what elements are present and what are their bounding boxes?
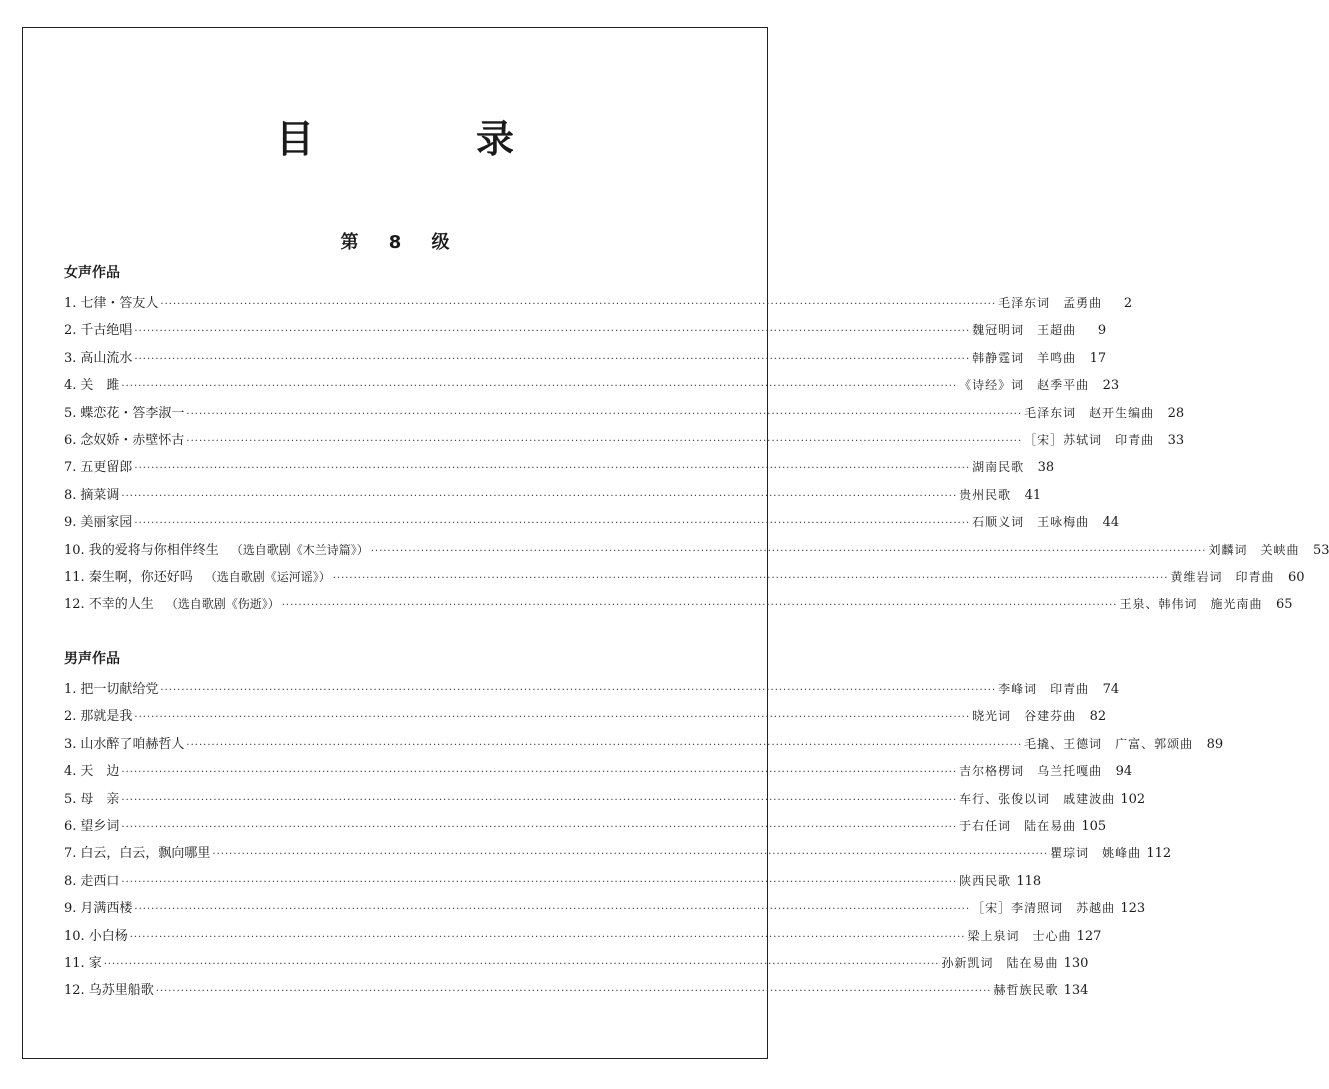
dot-leader: ········································································································································································································ [134, 518, 971, 530]
song-title: 把一切献给党 [80, 682, 159, 697]
credits: 晓光词 谷建芬曲 [972, 709, 1077, 724]
song-title: 山水醉了咱赫哲人 [80, 736, 185, 752]
dot-leader: ········································································································································································································ [186, 408, 1023, 420]
dot-leader: ········································································································································································································ [134, 463, 971, 475]
song-title: 念奴娇・赤壁怀古 [80, 432, 185, 448]
credits: 刘麟词 关峡曲 [1208, 542, 1300, 557]
entry-number: 5. [64, 791, 77, 807]
dot-leader: ········································································································································································································ [121, 490, 958, 502]
opera-source-note: （选自歌剧《运河谣》） [204, 569, 331, 584]
song-title: 月满西楼 [80, 901, 133, 917]
dot-leader: ········································································································································································································ [121, 876, 958, 888]
entry-number: 10. [64, 928, 85, 944]
section-heading: 男声作品 [64, 651, 120, 667]
song-title: 乌苏里船歌 [88, 983, 154, 999]
credits: 毛泽东词 赵开生编曲 [1024, 405, 1155, 420]
page-number: 28 [1167, 405, 1185, 421]
page-number: 38 [1037, 460, 1055, 476]
credits: 李峰词 印青曲 [998, 682, 1090, 696]
entry-number: 8. [64, 487, 77, 503]
dot-leader: ········································································································································································································ [134, 353, 971, 365]
song-title: 我的爱将与你相伴终生 [88, 542, 219, 558]
credits: 韩静霆词 羊鸣曲 [972, 350, 1077, 365]
entry-number: 7. [64, 460, 77, 476]
dot-leader: ········································································································································································································ [134, 904, 971, 916]
dot-leader: ········································································································································································································ [121, 381, 958, 393]
page-number: 60 [1287, 569, 1305, 585]
page-number: 127 [1076, 928, 1102, 944]
toc-entry[interactable] [64, 317, 1107, 344]
credits: 车行、张俊以词 戚建波曲 [959, 791, 1116, 806]
song-title: 天 边 [80, 764, 120, 780]
toc-entry[interactable] [64, 290, 1133, 317]
credits: 石顺义词 王咏梅曲 [972, 515, 1090, 530]
toc-entry[interactable] [64, 703, 1107, 730]
entry-number: 5. [64, 405, 77, 421]
dot-leader: ········································································································································································································ [212, 849, 1049, 861]
toc-entry[interactable] [64, 400, 1185, 427]
toc-list [64, 676, 1224, 1005]
dot-leader: ········································································································································································································ [134, 326, 971, 338]
dot-leader: ········································································································································································································ [129, 931, 966, 943]
page-number: 102 [1120, 791, 1146, 807]
song-title: 千古绝唱 [80, 323, 133, 339]
credits: 吉尔格楞词 乌兰托嘎曲 [959, 764, 1103, 779]
page-number: 82 [1089, 709, 1107, 725]
credits: 毛撬、王德词 广富、郭颂曲 [1024, 736, 1194, 751]
dot-leader: ········································································································································································································ [121, 767, 958, 779]
toc-entry[interactable] [64, 840, 1172, 867]
entry-number: 9. [64, 515, 77, 531]
entry-number: 12. [64, 983, 85, 999]
dot-leader: ········································································································································································································ [186, 435, 1023, 447]
dot-leader: ········································································································································································································ [134, 712, 971, 724]
entry-number: 11. [64, 569, 85, 585]
toc-entry[interactable] [64, 758, 1133, 785]
toc-entry[interactable] [64, 509, 1120, 536]
song-title: 秦生啊，你还好吗 [88, 569, 193, 585]
dot-leader: ········································································································································································································ [121, 794, 958, 806]
page-number: 130 [1063, 955, 1089, 971]
song-title: 高山流水 [80, 350, 133, 366]
toc-entry[interactable] [64, 977, 1089, 1004]
dot-leader: ········································································································································································································ [103, 958, 940, 970]
toc-entry[interactable] [64, 482, 1042, 509]
entry-number: 6. [64, 818, 77, 834]
opera-source-note: （选自歌剧《伤逝》） [165, 597, 280, 612]
entry-number: 4. [64, 764, 77, 780]
song-title: 不幸的人生 [88, 597, 154, 613]
toc-entry[interactable] [64, 564, 1305, 591]
credits: 黄维岩词 印青曲 [1170, 569, 1275, 584]
credits: 湖南民歌 [972, 460, 1025, 475]
credits: ［宋］苏轼词 印青曲 [1024, 432, 1155, 447]
credits: 瞿琮词 姚峰曲 [1050, 846, 1142, 861]
dot-leader: ········································································································································································································ [370, 545, 1207, 557]
entry-number: 3. [64, 350, 77, 366]
entry-number: 1. [64, 682, 77, 697]
page-number: 94 [1115, 764, 1133, 780]
toc-entry[interactable] [64, 676, 1120, 703]
page-number: 23 [1102, 378, 1120, 394]
song-title: 家 [88, 955, 102, 971]
toc-entry[interactable] [64, 427, 1185, 454]
song-title: 望乡词 [80, 818, 120, 834]
toc-entry[interactable] [64, 345, 1107, 372]
entry-number: 1. [64, 296, 77, 311]
song-title: 摘菜调 [80, 487, 120, 503]
page-number: 74 [1102, 682, 1120, 697]
page-number: 89 [1206, 736, 1224, 752]
page-title: 目 录 [275, 117, 576, 161]
section-female-works [64, 262, 1329, 619]
page-number: 105 [1081, 818, 1107, 834]
song-title: 那就是我 [80, 709, 133, 725]
page-number: 9 [1097, 323, 1107, 339]
song-title: 走西口 [80, 873, 120, 889]
toc-entry[interactable] [64, 454, 1055, 481]
credits: 梁上泉词 士心曲 [967, 928, 1072, 943]
toc-entry[interactable] [64, 895, 1146, 922]
page-number: 53 [1312, 542, 1329, 558]
song-title: 美丽家园 [80, 515, 133, 531]
entry-number: 4. [64, 378, 77, 394]
entry-number: 2. [64, 323, 77, 339]
credits: 贵州民歌 [959, 487, 1012, 502]
toc-entry[interactable] [64, 950, 1089, 977]
entry-number: 10. [64, 542, 85, 558]
section-male-works [64, 648, 1224, 1005]
toc-entry[interactable] [64, 868, 1042, 895]
page-number: 41 [1024, 487, 1042, 503]
song-title: 五更留郎 [80, 460, 133, 476]
entry-number: 9. [64, 901, 77, 917]
entry-number: 12. [64, 597, 85, 613]
song-title: 小白杨 [88, 928, 128, 944]
song-title: 母 亲 [80, 791, 120, 807]
toc-entry[interactable] [64, 537, 1329, 564]
toc-entry[interactable] [64, 786, 1146, 813]
page-number: 17 [1089, 350, 1107, 366]
credits: 陕西民歌 [959, 873, 1012, 888]
entry-number: 2. [64, 709, 77, 725]
opera-source-note: （选自歌剧《木兰诗篇》） [230, 542, 369, 557]
toc-entry[interactable] [64, 813, 1107, 840]
entry-number: 6. [64, 432, 77, 448]
toc-entry[interactable] [64, 372, 1120, 399]
page-number: 44 [1102, 515, 1120, 531]
credits: 魏冠明词 王超曲 [972, 323, 1077, 338]
credits: 《诗经》词 赵季平曲 [959, 378, 1090, 393]
page-number: 118 [1016, 873, 1042, 889]
song-title: 白云，白云，飘向哪里 [80, 846, 211, 862]
credits: 孙新凯词 陆在易曲 [941, 955, 1059, 970]
section-heading: 女声作品 [64, 265, 120, 281]
credits: 毛泽东词 孟勇曲 [998, 296, 1103, 310]
dot-leader: ········································································································································································································ [160, 299, 997, 310]
song-title: 关 雎 [80, 378, 120, 394]
toc-list [64, 290, 1329, 619]
credits: ［宋］李清照词 苏越曲 [972, 901, 1116, 916]
entry-number: 3. [64, 736, 77, 752]
dot-leader: ········································································································································································································ [155, 986, 992, 998]
entry-number: 7. [64, 846, 77, 862]
page-number: 134 [1063, 983, 1089, 999]
page-number: 65 [1275, 597, 1293, 613]
credits: 于右任词 陆在易曲 [959, 818, 1077, 833]
level-heading: 第 8 级 [340, 232, 462, 253]
toc-entry[interactable] [64, 731, 1224, 758]
dot-leader: ········································································································································································································ [121, 821, 958, 833]
song-title: 蝶恋花・答李淑一 [80, 405, 185, 421]
page-number: 123 [1120, 901, 1146, 917]
song-title: 七律・答友人 [80, 296, 159, 311]
dot-leader: ········································································································································································································ [332, 572, 1169, 584]
entry-number: 8. [64, 873, 77, 889]
page-number: 112 [1146, 846, 1172, 862]
dot-leader: ········································································································································································································ [160, 685, 997, 696]
credits: 王泉、韩伟词 施光南曲 [1119, 597, 1263, 612]
credits: 赫哲族民歌 [993, 983, 1059, 998]
entry-number: 11. [64, 955, 85, 971]
dot-leader: ········································································································································································································ [281, 600, 1118, 612]
toc-entry[interactable] [64, 591, 1293, 618]
page-number: 2 [1123, 296, 1133, 311]
page-number: 33 [1167, 432, 1185, 448]
dot-leader: ········································································································································································································ [186, 739, 1023, 751]
toc-entry[interactable] [64, 923, 1102, 950]
